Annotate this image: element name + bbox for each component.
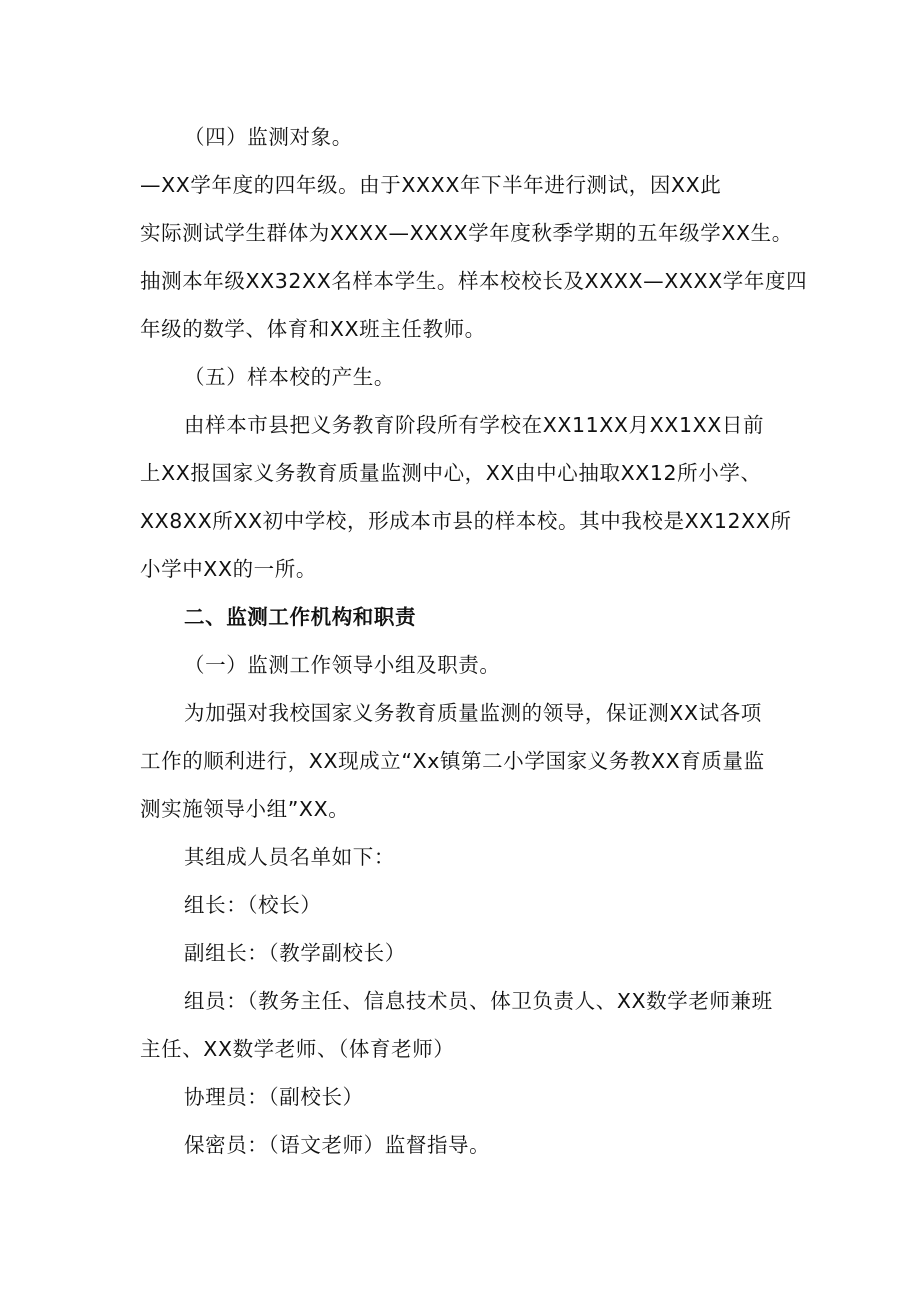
subsection-heading-monitoring-target: （四）监测对象。 <box>184 125 353 149</box>
member-confidentiality-officer: 保密员：（语文老师）监督指导。 <box>184 1133 491 1157</box>
paragraph-line: 小学中XX的一所。 <box>140 557 317 581</box>
paragraph-line: 年级的数学、体育和XX班主任教师。 <box>140 317 486 341</box>
member-group-members-continued: 主任、XX数学老师、（体育老师） <box>140 1037 455 1061</box>
member-deputy-leader: 副组长：（教学副校长） <box>184 941 406 965</box>
paragraph-line: 由样本市县把义务教育阶段所有学校在XX11XX月XX1XX日前 <box>184 413 765 437</box>
subsection-heading-sample-school: （五）样本校的产生。 <box>184 365 395 389</box>
paragraph-line: 实际测试学生群体为XXXX—XXXX学年度秋季学期的五年级学XX生。 <box>140 221 793 245</box>
member-coordinator: 协理员：（副校长） <box>184 1085 364 1109</box>
paragraph-line: 为加强对我校国家义务教育质量监测的领导，保证测XX试各项 <box>184 701 762 725</box>
member-group-members: 组员：（教务主任、信息技术员、体卫负责人、XX数学老师兼班 <box>184 989 773 1013</box>
member-leader: 组长：（校长） <box>184 893 322 917</box>
paragraph-line: —XX学年度的四年级。由于XXXX年下半年进行测试，因XX此 <box>140 173 722 197</box>
paragraph-line: 抽测本年级XX32XX名样本学生。样本校校长及XXXX—XXXX学年度四 <box>140 269 808 293</box>
paragraph-line: 测实施领导小组”XX。 <box>140 797 350 821</box>
paragraph-line: XX8XX所XX初中学校，形成本市县的样本校。其中我校是XX12XX所 <box>140 509 792 533</box>
paragraph-line: 上XX报国家义务教育质量监测中心，XX由中心抽取XX12所小学、 <box>140 461 762 485</box>
paragraph-line: 工作的顺利进行，XX现成立“Xx镇第二小学国家义务教XX育质量监 <box>140 749 765 773</box>
section-heading-organization: 二、监测工作机构和职责 <box>184 605 417 629</box>
subsection-heading-leading-group: （一）监测工作领导小组及职责。 <box>184 653 501 677</box>
member-list-intro: 其组成人员名单如下： <box>184 845 395 869</box>
